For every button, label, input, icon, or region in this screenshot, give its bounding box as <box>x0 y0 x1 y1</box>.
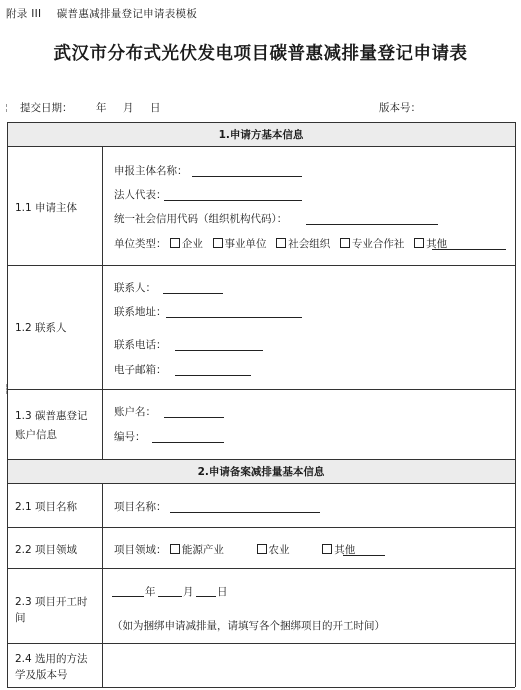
account-name-field[interactable] <box>164 417 224 418</box>
appendix-title: 碳普惠减排量登记申请表模板 <box>56 8 198 20</box>
account-number-label: 编号： <box>114 431 146 443</box>
contact-person-label: 联系人： <box>114 282 156 294</box>
start-month-field[interactable] <box>158 596 182 597</box>
start-year-field[interactable] <box>112 596 144 597</box>
contact-address-label: 联系地址： <box>114 306 167 318</box>
project-field-option: 农业 <box>268 544 290 556</box>
row-line <box>7 146 515 147</box>
version-label: 版本号： <box>379 102 421 114</box>
unit-type-checkbox[interactable] <box>170 238 180 248</box>
col-line <box>7 122 8 687</box>
project-field-option: 其他 <box>334 544 356 556</box>
margin-mark <box>6 104 7 112</box>
unit-type-checkbox[interactable] <box>340 238 350 248</box>
project-name-label: 项目名称： <box>114 501 167 513</box>
project-field-checkbox[interactable] <box>170 544 180 554</box>
submit-date-label: 提交日期： <box>20 102 73 114</box>
project-field-checkbox[interactable] <box>322 544 332 554</box>
date-month: 月 <box>123 102 134 114</box>
row-label-start-2: 间 <box>15 612 26 624</box>
legal-rep-field[interactable] <box>164 200 302 201</box>
col-line <box>102 146 103 459</box>
row-line <box>7 389 515 390</box>
contact-phone-field[interactable] <box>175 350 263 351</box>
row-label-project-name: 2.1 项目名称 <box>15 501 78 513</box>
contact-email-field[interactable] <box>175 375 251 376</box>
project-name-field[interactable] <box>170 512 320 513</box>
project-field-option: 能源产业 <box>181 544 224 556</box>
contact-email-label: 电子邮箱： <box>114 364 167 376</box>
start-day-field[interactable] <box>196 596 216 597</box>
section1-title: 1.申请方基本信息 <box>218 129 304 141</box>
contact-address-field[interactable] <box>166 317 302 318</box>
row-line <box>7 459 515 460</box>
account-number-field[interactable] <box>152 442 224 443</box>
project-field-other-field[interactable] <box>343 555 385 556</box>
appendix-header <box>6 6 197 21</box>
unit-type-checkbox[interactable] <box>276 238 286 248</box>
row-line <box>7 483 515 484</box>
start-time-note: （如为捆绑申请减排量，请填写各个捆绑项目的开工时间） <box>112 620 385 632</box>
project-field-label: 项目领域： <box>114 544 167 556</box>
start-month-unit: 月 <box>183 586 194 598</box>
contact-person-field[interactable] <box>163 293 223 294</box>
row-line <box>7 568 515 569</box>
row-label-start-1: 2.3 项目开工时 <box>15 596 88 608</box>
unit-type-checkbox[interactable] <box>414 238 424 248</box>
row-label-applicant: 1.1 申请主体 <box>15 202 78 214</box>
form-title: 武汉市分布式光伏发电项目碳普惠减排量登记申请表 <box>53 44 468 64</box>
row-label-contact: 1.2 联系人 <box>15 322 67 334</box>
appendix-number: 附录 III <box>6 8 42 20</box>
row-label-account-1: 1.3 碳普惠登记 <box>15 410 88 422</box>
applicant-name-field[interactable] <box>192 176 302 177</box>
unit-type-checkbox[interactable] <box>213 238 223 248</box>
section2-title: 2.申请备案减排量基本信息 <box>197 466 325 478</box>
project-field-checkbox[interactable] <box>257 544 267 554</box>
unit-type-option: 事业单位 <box>224 238 267 250</box>
row-line <box>7 687 515 688</box>
row-label-method-1: 2.4 选用的方法 <box>15 653 88 665</box>
row-line <box>7 122 515 123</box>
row-label-account-2: 账户信息 <box>15 429 57 441</box>
unit-type-option: 企业 <box>181 238 203 250</box>
unit-type-label: 单位类型： <box>114 238 167 250</box>
account-name-label: 账户名： <box>114 406 156 418</box>
row-label-method-2: 学及版本号 <box>15 669 68 681</box>
unit-type-option: 专业合作社 <box>351 238 405 250</box>
date-day: 日 <box>150 102 161 114</box>
row-line <box>7 527 515 528</box>
method-input-cell[interactable] <box>103 644 514 686</box>
applicant-name-label: 申报主体名称： <box>114 165 188 177</box>
project-field-row <box>114 542 355 557</box>
row-line <box>7 265 515 266</box>
credit-code-field[interactable] <box>306 224 438 225</box>
unit-type-other-field[interactable] <box>432 249 506 250</box>
start-year-unit: 年 <box>145 586 156 598</box>
unit-type-row <box>114 236 447 251</box>
credit-code-label: 统一社会信用代码（组织机构代码）： <box>114 213 288 225</box>
row-label-project-field: 2.2 项目领域 <box>15 544 78 556</box>
col-line <box>515 122 516 687</box>
legal-rep-label: 法人代表： <box>114 189 167 201</box>
unit-type-option: 其他 <box>426 238 448 250</box>
contact-phone-label: 联系电话： <box>114 339 167 351</box>
start-day-unit: 日 <box>217 586 228 598</box>
date-year: 年 <box>96 102 107 114</box>
unit-type-option: 社会组织 <box>288 238 331 250</box>
